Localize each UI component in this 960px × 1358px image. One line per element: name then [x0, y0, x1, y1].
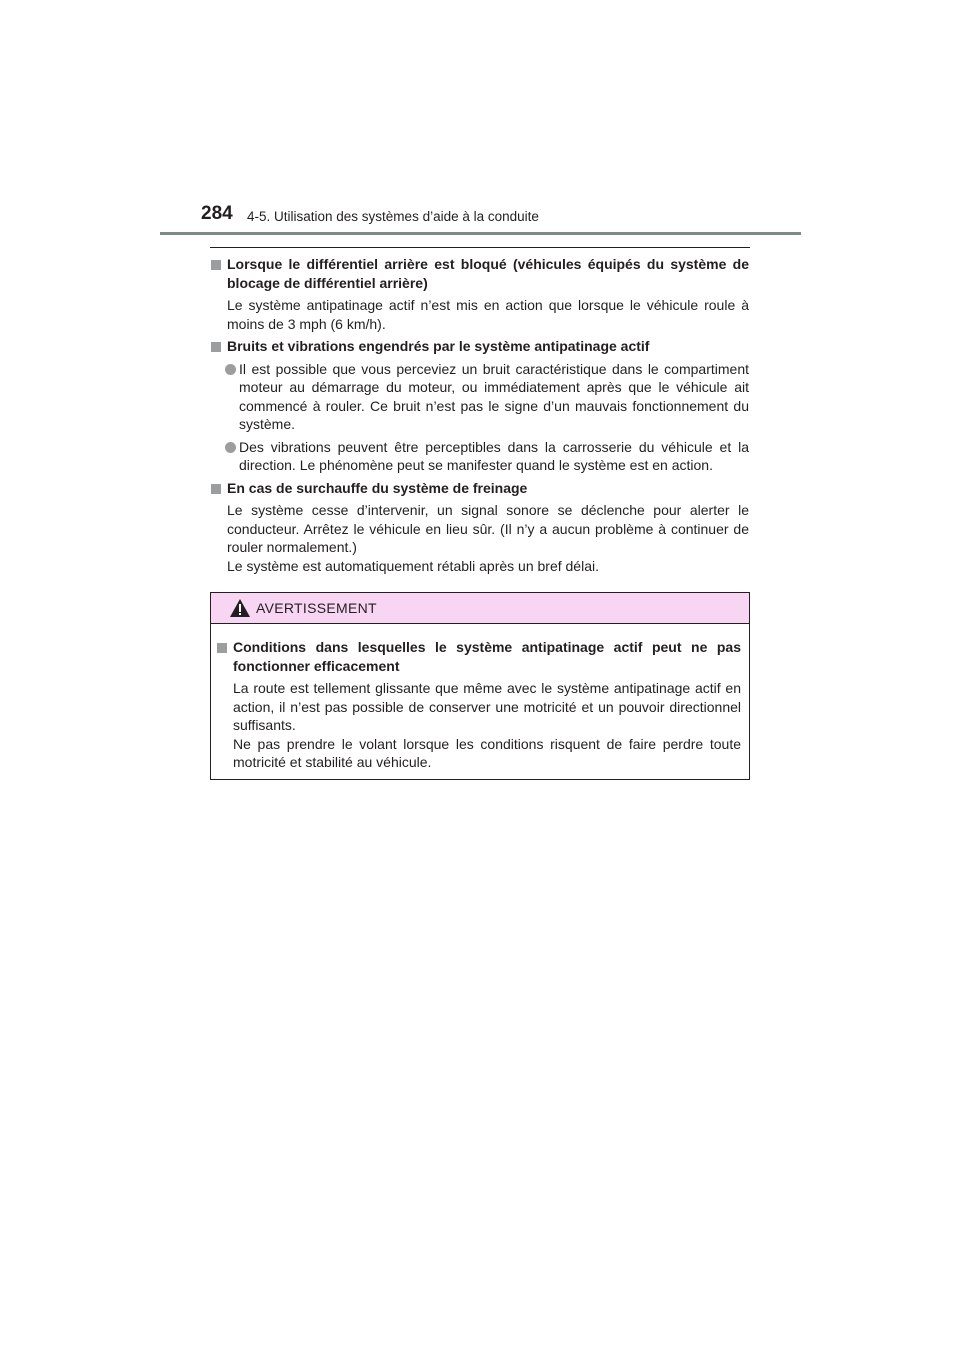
- square-bullet-icon: [211, 484, 221, 494]
- warning-heading-text: Conditions dans lesquelles le système antipatinage actif peut ne pas fonctionner efficacement: [233, 639, 741, 674]
- section-heading-text: Bruits et vibrations engendrés par le système antipatinage actif: [227, 338, 650, 354]
- section-text: Le système cesse d’intervenir, un signal sonore se déclenche pour alerter le conducteur. Arrêtez le véhicule en lieu sûr. (Il n’y a aucun problème à continuer de rouler normalement.): [227, 502, 749, 555]
- list-item-text: Il est possible que vous perceviez un bruit caractéristique dans le compartiment moteur au démarrage du moteur, ou immédiatement après que le véhicule ait commencé à rouler. Ce bruit n’est pas le signe d’un mauvais fonctionnement du système.: [239, 360, 749, 432]
- round-bullet-icon: [225, 442, 236, 453]
- round-bullet-icon: [225, 364, 236, 375]
- section-noise-vibration: [211, 337, 749, 475]
- section-text-2: Le système est automatiquement rétabli après un bref délai.: [227, 557, 599, 574]
- warning-box: [210, 592, 750, 780]
- section-heading: [211, 337, 749, 356]
- warning-header: [211, 593, 749, 624]
- section-heading-text: Lorsque le différentiel arrière est bloqué (véhicules équipés du système de blocage de différentiel arrière): [227, 256, 749, 291]
- warning-body: [211, 624, 749, 772]
- list-item: [211, 438, 749, 475]
- page-header: [0, 0, 960, 240]
- warning-text-2: Ne pas prendre le volant lorsque les conditions risquent de faire perdre toute motricité et stabilité au véhicule.: [233, 735, 741, 770]
- content-rule: [210, 247, 750, 248]
- warning-heading: [217, 638, 741, 675]
- warning-title: AVERTISSEMENT: [256, 600, 377, 616]
- section-brake-overheat: [211, 479, 749, 576]
- list-item: [211, 360, 749, 434]
- section-text: Le système antipatinage actif n’est mis en action que lorsque le véhicule roule à moins de 3 mph (6 km/h).: [227, 297, 749, 332]
- section-heading-text: En cas de surchauffe du système de freinage: [227, 479, 528, 496]
- square-bullet-icon: [217, 643, 227, 653]
- header-rule: [160, 232, 801, 235]
- page-number: 284: [201, 203, 233, 224]
- square-bullet-icon: [211, 342, 221, 352]
- section-title: 4-5. Utilisation des systèmes d’aide à la conduite: [247, 209, 539, 224]
- warning-text: La route est tellement glissante que même avec le système antipatinage actif en action, il n’est pas possible de conserver une motricité et un pouvoir directionnel suffisants.: [233, 680, 741, 733]
- section-heading: [211, 255, 749, 292]
- main-content: [211, 255, 749, 575]
- section-heading: [211, 479, 749, 498]
- list-item-text: Des vibrations peuvent être perceptibles dans la carrosserie du véhicule et la direction. Le phénomène peut se manifester quand le système est en action.: [239, 438, 749, 473]
- warning-triangle-icon: [229, 598, 251, 618]
- square-bullet-icon: [211, 260, 221, 270]
- section-differential-locked: [211, 255, 749, 333]
